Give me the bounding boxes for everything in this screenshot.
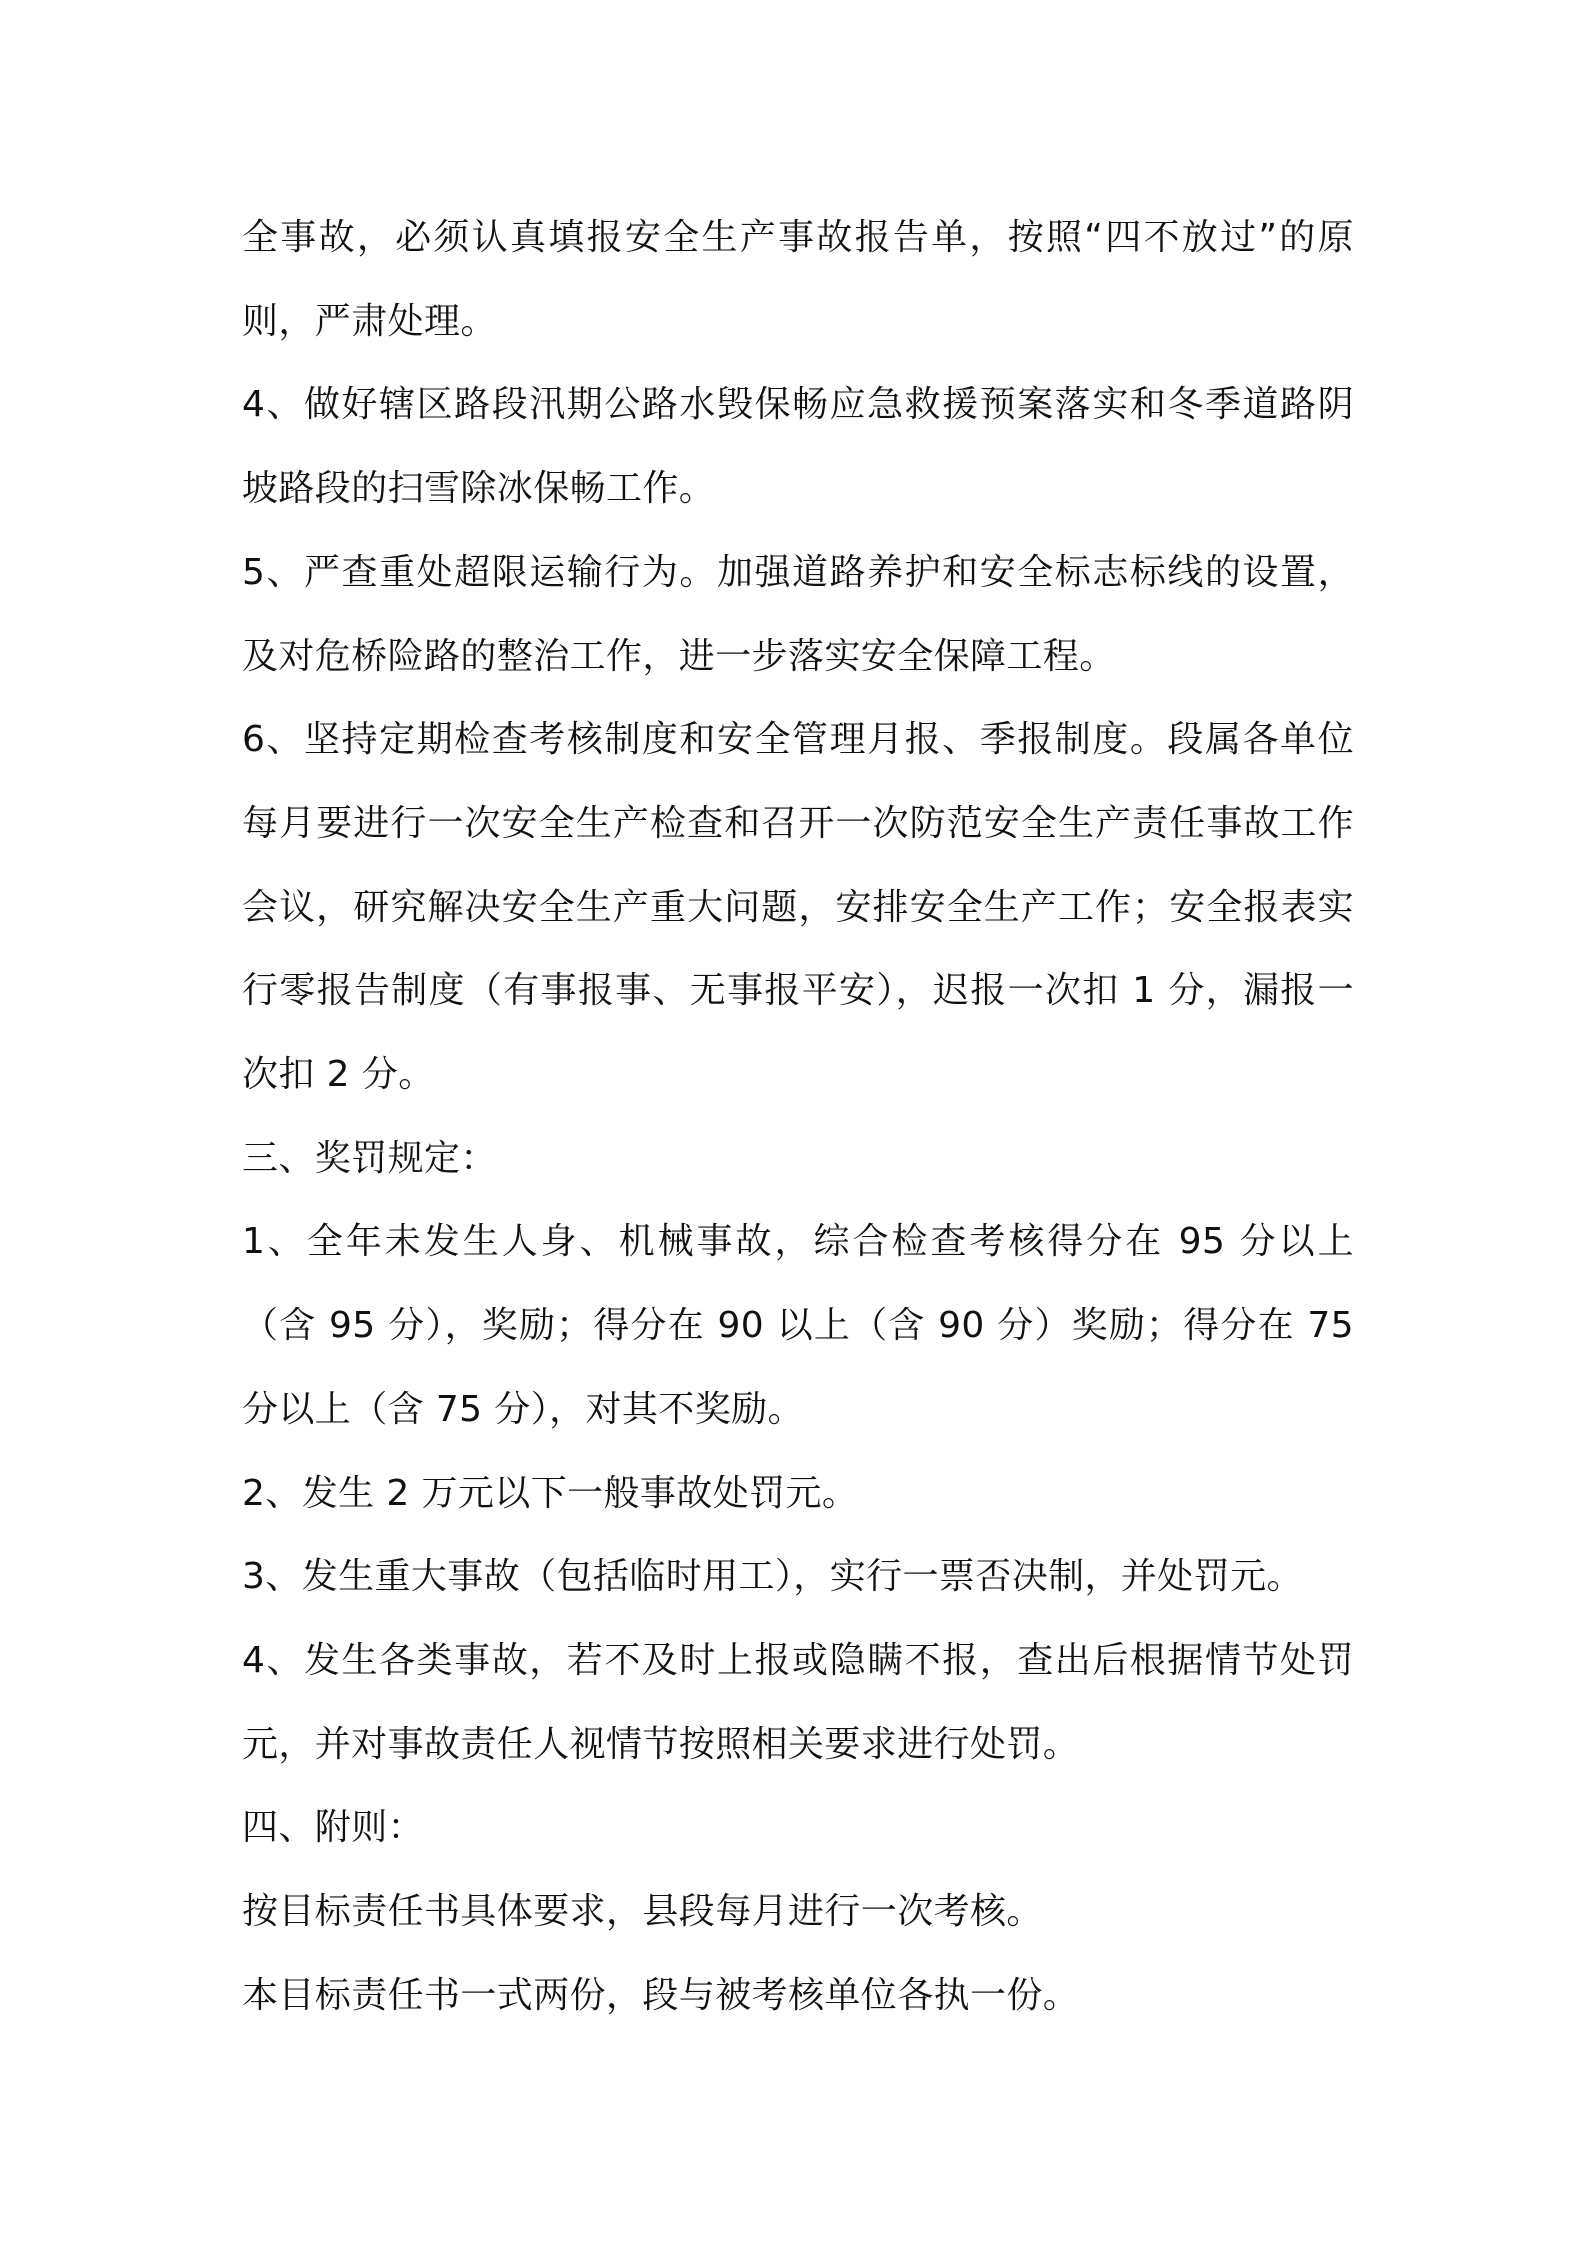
paragraph-reward-4: 4、发生各类事故，若不及时上报或隐瞒不报，查出后根据情节处罚元，并对事故责任人视情节按照相关要求进行处罚。 xyxy=(242,1639,1354,1765)
paragraph-reward-3: 3、发生重大事故（包括临时用工），实行一票否决制，并处罚元。 xyxy=(242,1556,1303,1598)
paragraph-copies: 本目标责任书一式两份，段与被考核单位各执一份。 xyxy=(242,1974,1080,2016)
section-heading-rewards: 三、奖罚规定： xyxy=(242,1137,497,1179)
paragraph-reward-2: 2、发生 2 万元以下一般事故处罚元。 xyxy=(242,1472,859,1514)
document-body xyxy=(242,196,1354,2037)
section-heading-supplementary: 四、附则： xyxy=(242,1807,425,1849)
paragraph-item-6-inspection: 6、坚持定期检查考核制度和安全管理月报、季报制度。段属各单位每月要进行一次安全生产检查和召开一次防范安全生产责任事故工作会议，研究解决安全生产重大问题，安排安全生产工作；安全报表实行零报告制度（有事报事、无事报平安），迟报一次扣 1 分，漏报一次扣 2 分。 xyxy=(242,719,1354,1096)
paragraph-accident-handling: 全事故，必须认真填报安全生产事故报告单，按照“四不放过”的原则，严肃处理。 xyxy=(242,217,1354,342)
paragraph-item-5-overload: 5、严查重处超限运输行为。加强道路养护和安全标志标线的设置，及对危桥险路的整治工作，进一步落实安全保障工程。 xyxy=(242,551,1354,677)
paragraph-item-4-flood-snow: 4、做好辖区路段汛期公路水毁保畅应急救援预案落实和冬季道路阴坡路段的扫雪除冰保畅工作。 xyxy=(242,384,1354,510)
paragraph-monthly-review: 按目标责任书具体要求，县段每月进行一次考核。 xyxy=(242,1891,1043,1933)
paragraph-reward-1: 1、全年未发生人身、机械事故，综合检查考核得分在 95 分以上（含 95 分），奖励；得分在 90 以上（含 90 分）奖励；得分在 75 分以上（含 75 分），对其不奖励。 xyxy=(242,1221,1354,1430)
